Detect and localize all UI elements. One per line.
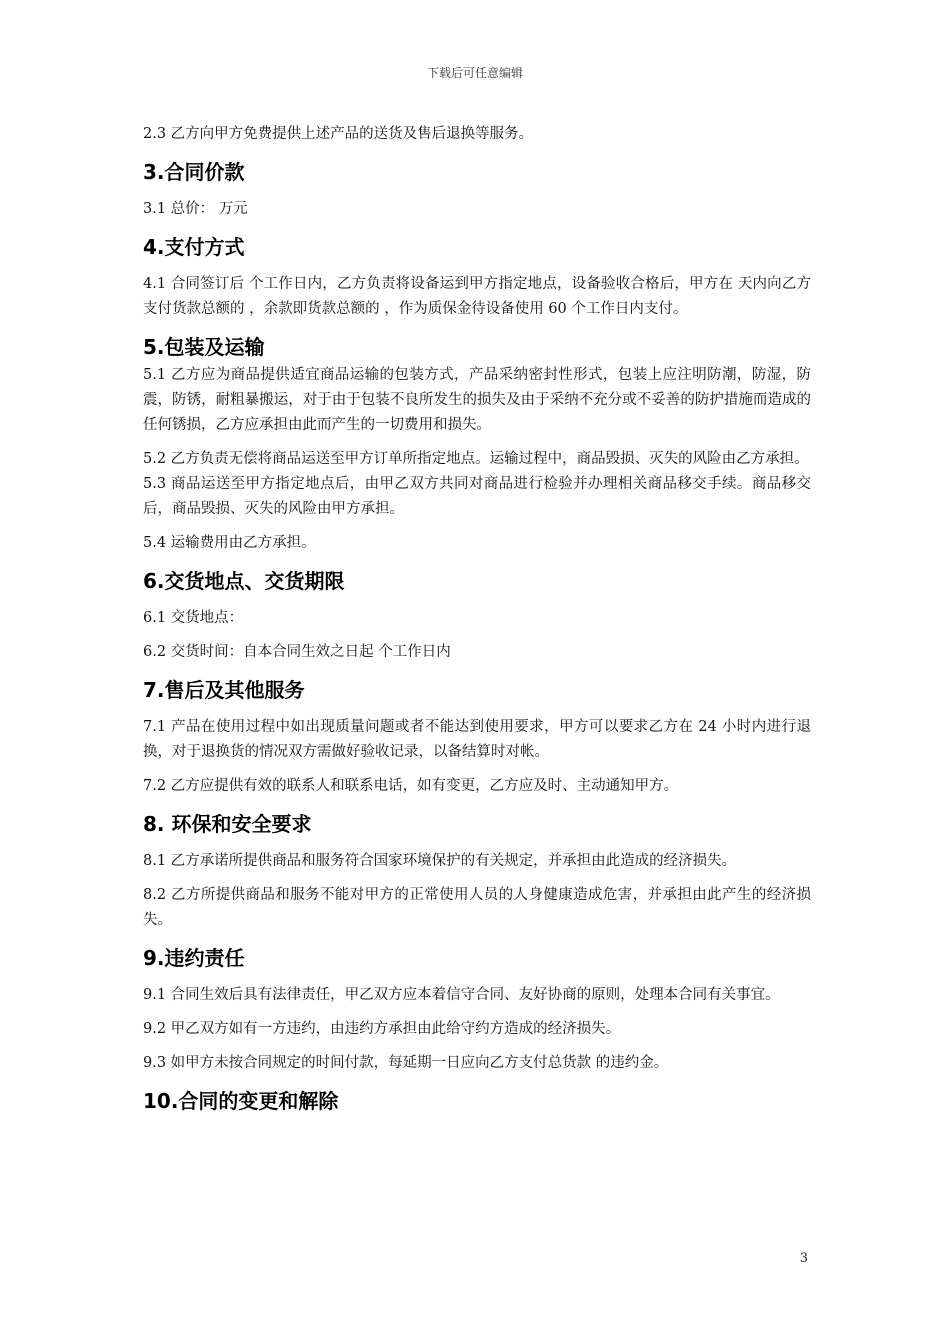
heading-environment-safety: 8. 环保和安全要求 xyxy=(143,812,312,836)
heading-liability: 9.违约责任 xyxy=(143,946,245,970)
clause-7-1: 7.1 产品在使用过程中如出现质量问题或者不能达到使用要求，甲方可以要求乙方在 24 小时内进行退换，对于退换货的情况双方需做好验收记录，以备结算时对帐。 xyxy=(143,719,811,760)
clause-5-3: 5.3 商品运送至甲方指定地点后，由甲乙双方共同对商品进行检验并办理相关商品移交手续。商品移交后，商品毁损、灭失的风险由甲方承担。 xyxy=(143,476,811,517)
page-number: 3 xyxy=(799,1251,808,1266)
clause-5-2: 5.2 乙方负责无偿将商品运送至甲方订单所指定地点。运输过程中，商品毁损、灭失的风险由乙方承担。 xyxy=(143,451,809,467)
document-body xyxy=(143,122,811,1117)
clause-5-1: 5.1 乙方应为商品提供适宜商品运输的包装方式，产品采纳密封性形式，包装上应注明防潮，防湿，防震，防锈，耐粗暴搬运，对于由于包装不良所发生的损失及由于采纳不充分或不妥善的防护措施而造成的任何锈损，乙方应承担由此而产生的一切费用和损失。 xyxy=(143,367,811,433)
heading-after-sales: 7.售后及其他服务 xyxy=(143,678,305,702)
clause-5-4: 5.4 运输费用由乙方承担。 xyxy=(143,535,316,551)
clause-7-2: 7.2 乙方应提供有效的联系人和联系电话，如有变更，乙方应及时、主动通知甲方。 xyxy=(143,778,679,794)
clause-9-2: 9.2 甲乙双方如有一方违约，由违约方承担由此给守约方造成的经济损失。 xyxy=(143,1021,621,1037)
clause-6-2: 6.2 交货时间：自本合同生效之日起 个工作日内 xyxy=(143,644,451,660)
clause-6-1: 6.1 交货地点： xyxy=(143,610,244,626)
clause-8-2: 8.2 乙方所提供商品和服务不能对甲方的正常使用人员的人身健康造成危害，并承担由此产生的经济损失。 xyxy=(143,887,811,928)
heading-contract-price: 3.合同价款 xyxy=(143,160,245,184)
clause-3-1: 3.1 总价： 万元 xyxy=(143,201,248,217)
heading-amendment: 10.合同的变更和解除 xyxy=(143,1089,339,1113)
clause-4-1: 4.1 合同签订后 个工作日内，乙方负责将设备运到甲方指定地点，设备验收合格后，甲方在 天内向乙方支付货款总额的 ，余款即货款总额的 ，作为质保金待设备使用 60 个工作日内支付。 xyxy=(143,276,811,317)
heading-packaging: 5.包装及运输 xyxy=(143,335,265,359)
heading-payment: 4.支付方式 xyxy=(143,235,245,259)
clause-9-3: 9.3 如甲方未按合同规定的时间付款，每延期一日应向乙方支付总货款 的违约金。 xyxy=(143,1055,669,1071)
heading-delivery: 6.交货地点、交货期限 xyxy=(143,569,345,593)
clause-8-1: 8.1 乙方承诺所提供商品和服务符合国家环境保护的有关规定，并承担由此造成的经济损失。 xyxy=(143,853,737,869)
header-note: 下载后可任意编辑 xyxy=(426,66,523,80)
clause-2-3: 2.3 乙方向甲方免费提供上述产品的送货及售后退换等服务。 xyxy=(143,126,534,142)
clause-9-1: 9.1 合同生效后具有法律责任，甲乙双方应本着信守合同、友好协商的原则，处理本合同有关事宜。 xyxy=(143,987,780,1003)
